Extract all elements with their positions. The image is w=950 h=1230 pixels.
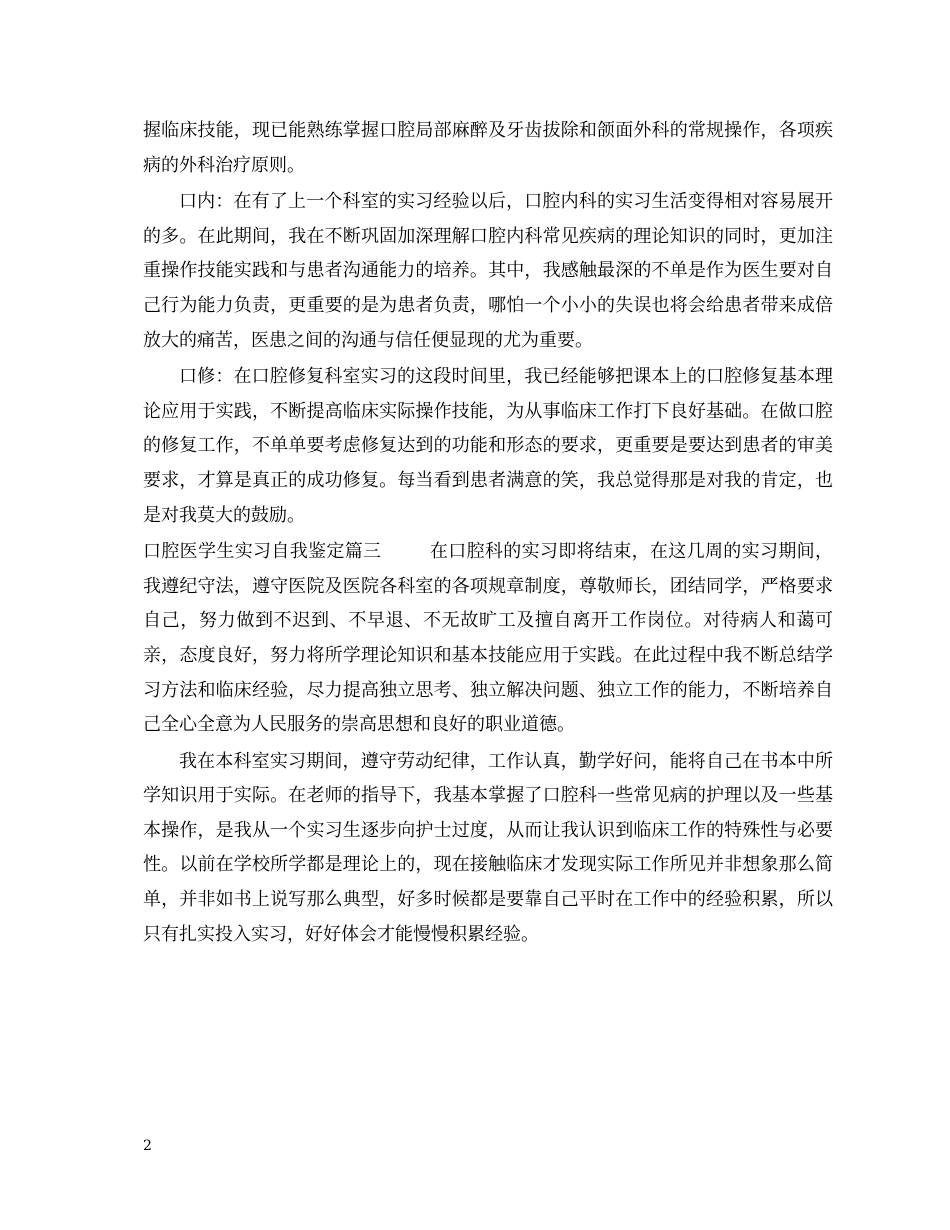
paragraph-surgery-continued: 握临床技能，现已能熟练掌握口腔局部麻醉及牙齿拔除和颌面外科的常规操作，各项疾病的外科治疗原则。 xyxy=(143,120,833,176)
page-number: 2 xyxy=(143,1138,152,1154)
paragraph-oral-medicine: 口内：在有了上一个科室的实习经验以后，口腔内科的实习生活变得相对容易展开的多。在此期间，我在不断巩固加深理解口腔内科常见疾病的理论知识的同时，更加注重操作技能实践和与患者沟通能力的培养。其中，我感触最深的不单是作为医生要对自己行为能力负责，更重要的是为患者负责，哪怕一个小小的失误也将会给患者带来成倍放大的痛苦，医患之间的沟通与信任便显现的尤为重要。 xyxy=(143,191,833,351)
document-body xyxy=(143,114,833,954)
paragraph-prosthodontics: 口修：在口腔修复科室实习的这段时间里，我已经能够把课本上的口腔修复基本理论应用于实践，不断提高临床实际操作技能，为从事临床工作打下良好基础。在做口腔的修复工作，不单单要考虑修复达到的功能和形态的要求，更重要是要达到患者的审美要求，才算是真正的成功修复。每当看到患者满意的笑，我总觉得那是对我的肯定，也是对我莫大的鼓励。 xyxy=(143,366,833,526)
paragraph-department-internship: 我在本科室实习期间，遵守劳动纪律，工作认真，勤学好问，能将自己在书本中所学知识用于实际。在老师的指导下，我基本掌握了口腔科一些常见病的护理以及一些基本操作，是我从一个实习生逐步向护士过度，从而让我认识到临床工作的特殊性与必要性。以前在学校所学都是理论上的，现在接触临床才发现实际工作所见并非想象那么简单，并非如书上说写那么典型，好多时候都是要靠自己平时在工作中的经验积累，所以只有扎实投入实习，好好体会才能慢慢积累经验。 xyxy=(143,750,833,945)
section-three-text: 在口腔科的实习即将结束，在这几周的实习期间，我遵纪守法，遵守医院及医院各科室的各项规章制度，尊敬师长，团结同学，严格要求自己，努力做到不迟到、不早退、不无故旷工及擅自离开工作岗位。对待病人和蔼可亲，态度良好，努力将所学理论知识和基本技能应用于实践。在此过程中我不断总结学习方法和临床经验，尽力提高独立思考、独立解决问题、独立工作的能力，不断培养自己全心全意为人民服务的崇高思想和良好的职业道德。 xyxy=(143,541,833,736)
heading-spacer xyxy=(381,541,429,562)
paragraph-section-three xyxy=(143,535,833,743)
section-heading: 口腔医学生实习自我鉴定篇三 xyxy=(143,541,382,563)
